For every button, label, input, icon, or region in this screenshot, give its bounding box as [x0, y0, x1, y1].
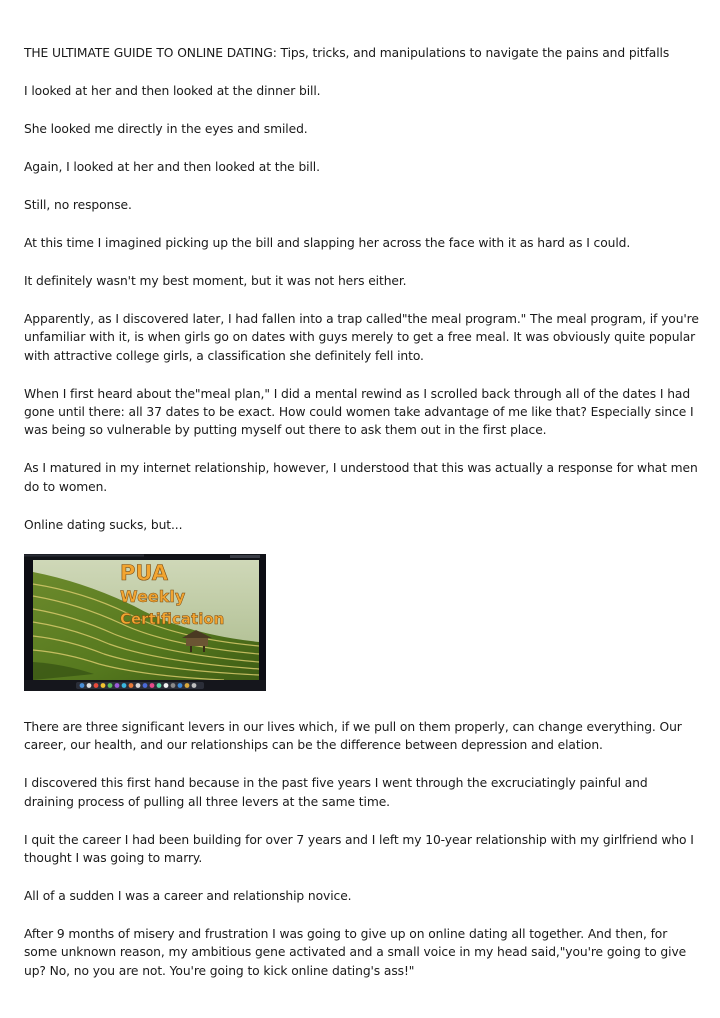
overlay-title-certification: Certification — [120, 609, 225, 628]
paragraph: Still, no response. — [24, 197, 132, 212]
paragraph: After 9 months of misery and frustration I was going to give up on online dating all together. And then, for some unknown reason, my ambitious gene activated and a small voice in my head said,"you're going to give up? No, no you are not. You're going to kick online dating's ass!" — [24, 927, 687, 978]
paragraph: She looked me directly in the eyes and smiled. — [24, 121, 308, 136]
paragraph: When I first heard about the"meal plan," I did a mental rewind as I scrolled back through all of the dates I had gone until there: all 37 dates to be exact. How could women take advantage of me like that? Especially since I was being so vulnerable by putting myself out there to ask them out in the first place. — [24, 386, 694, 438]
paragraph: I looked at her and then looked at the dinner bill. — [24, 83, 321, 98]
paragraph: At this time I imagined picking up the bill and slapping her across the face with it as hard as I could. — [24, 235, 631, 250]
paragraph: I discovered this first hand because in the past five years I went through the excruciatingly painful and draining process of pulling all three levers at the same time. — [24, 776, 648, 809]
paragraph: Apparently, as I discovered later, I had fallen into a trap called"the meal program." The meal program, if you're unfamiliar with it, is when girls go on dates with guys merely to get a free meal. It was obviously quite popular with attractive college girls, a classification she definitely fell into. — [24, 311, 699, 363]
paragraph: Online dating sucks, but... — [24, 517, 183, 532]
paragraph: As I matured in my internet relationship, however, I understood that this was actually a response for what men do to women. — [24, 461, 698, 494]
paragraph: There are three significant levers in our lives which, if we pull on them properly, can change everything. Our career, our health, and our relationships can be the difference between depression and elation. — [24, 719, 682, 753]
overlay-title-weekly: Weekly — [120, 586, 186, 606]
document-body — [24, 44, 700, 1000]
paragraph: Again, I looked at her and then looked at the bill. — [24, 159, 320, 174]
paragraph: It definitely wasn't my best moment, but it was not hers either. — [24, 273, 407, 288]
pua-certification-image — [24, 554, 266, 691]
paragraph: I quit the career I had been building for over 7 years and I left my 10-year relationship with my girlfriend who I thought I was going to marry. — [24, 832, 694, 866]
paragraph: All of a sudden I was a career and relationship novice. — [24, 889, 352, 904]
document-title: THE ULTIMATE GUIDE TO ONLINE DATING: Tips, tricks, and manipulations to navigate the pains and pitfalls — [24, 46, 670, 60]
overlay-title-pua: PUA — [120, 560, 169, 585]
